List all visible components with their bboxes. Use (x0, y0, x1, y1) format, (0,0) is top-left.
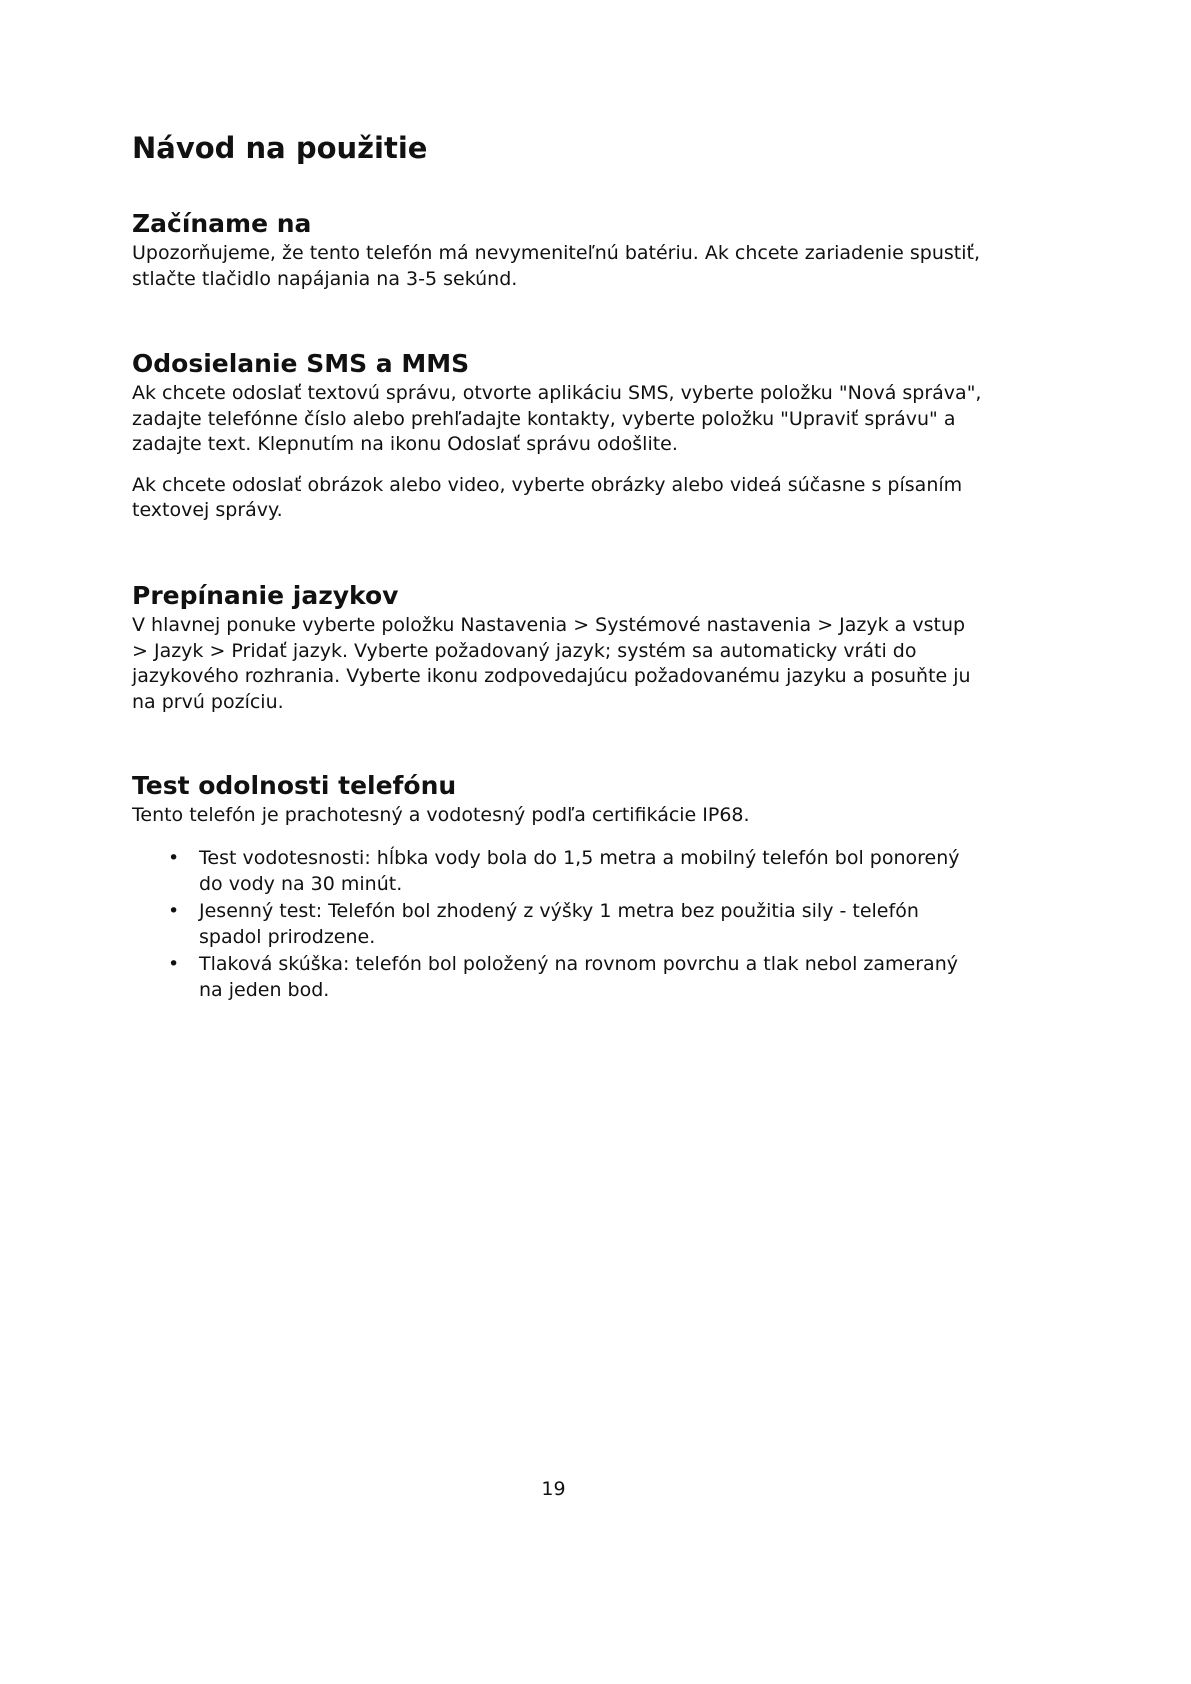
list-item (132, 951, 982, 1004)
bullet-icon: • (168, 846, 180, 869)
section-heading: Prepínanie jazykov (132, 581, 399, 610)
list-item-text: Test vodotesnosti: hĺbka vody bola do 1,5 metra a mobilný telefón bol ponorený do vody na 30 minút. (199, 846, 960, 895)
bullet-icon: • (168, 952, 180, 975)
section-paragraph: Ak chcete odoslať obrázok alebo video, vyberte obrázky alebo videá súčasne s písaním textovej správy. (132, 473, 963, 521)
section-paragraph: V hlavnej ponuke vyberte položku Nastavenia > Systémové nastavenia > Jazyk a vstup > Jazyk > Pridať jazyk. Vyberte požadovaný jazyk; systém sa automaticky vráti do jazykového rozhrania. Vyberte ikonu zodpovedajúcu požadovanému jazyku a posuňte ju na prvú pozíciu. (132, 614, 971, 713)
section-sms-mms (132, 347, 982, 524)
section-paragraph: Upozorňujeme, že tento telefón má nevymeniteľnú batériu. Ak chcete zariadenie spustiť, stlačte tlačidlo napájania na 3-5 sekúnd. (132, 242, 980, 290)
list-item (132, 898, 982, 951)
section-language-switch (132, 579, 982, 715)
section-getting-started (132, 207, 982, 292)
section-paragraph: Tento telefón je prachotesný a vodotesný podľa certifikácie IP68. (132, 804, 750, 826)
page-title: Návod na použitie (132, 131, 428, 165)
bullet-icon: • (168, 899, 180, 922)
test-list (132, 845, 982, 1004)
page-number: 19 (541, 1478, 566, 1500)
list-item (132, 845, 982, 898)
list-item-text: Jesenný test: Telefón bol zhodený z výšky 1 metra bez použitia sily - telefón spadol prirodzene. (199, 899, 919, 948)
section-heading: Odosielanie SMS a MMS (132, 349, 470, 378)
section-paragraph: Ak chcete odoslať textovú správu, otvorte aplikáciu SMS, vyberte položku "Nová správa", zadajte telefónne číslo alebo prehľadajte kontakty, vyberte položku "Upraviť správu" a zadajte text. Klepnutím na ikonu Odoslať správu odošlite. (132, 382, 982, 455)
list-item-text: Tlaková skúška: telefón bol položený na rovnom povrchu a tlak nebol zameraný na jeden bod. (199, 952, 958, 1001)
section-durability-test (132, 769, 982, 1004)
section-heading: Začíname na (132, 209, 312, 238)
section-heading: Test odolnosti telefónu (132, 771, 457, 800)
